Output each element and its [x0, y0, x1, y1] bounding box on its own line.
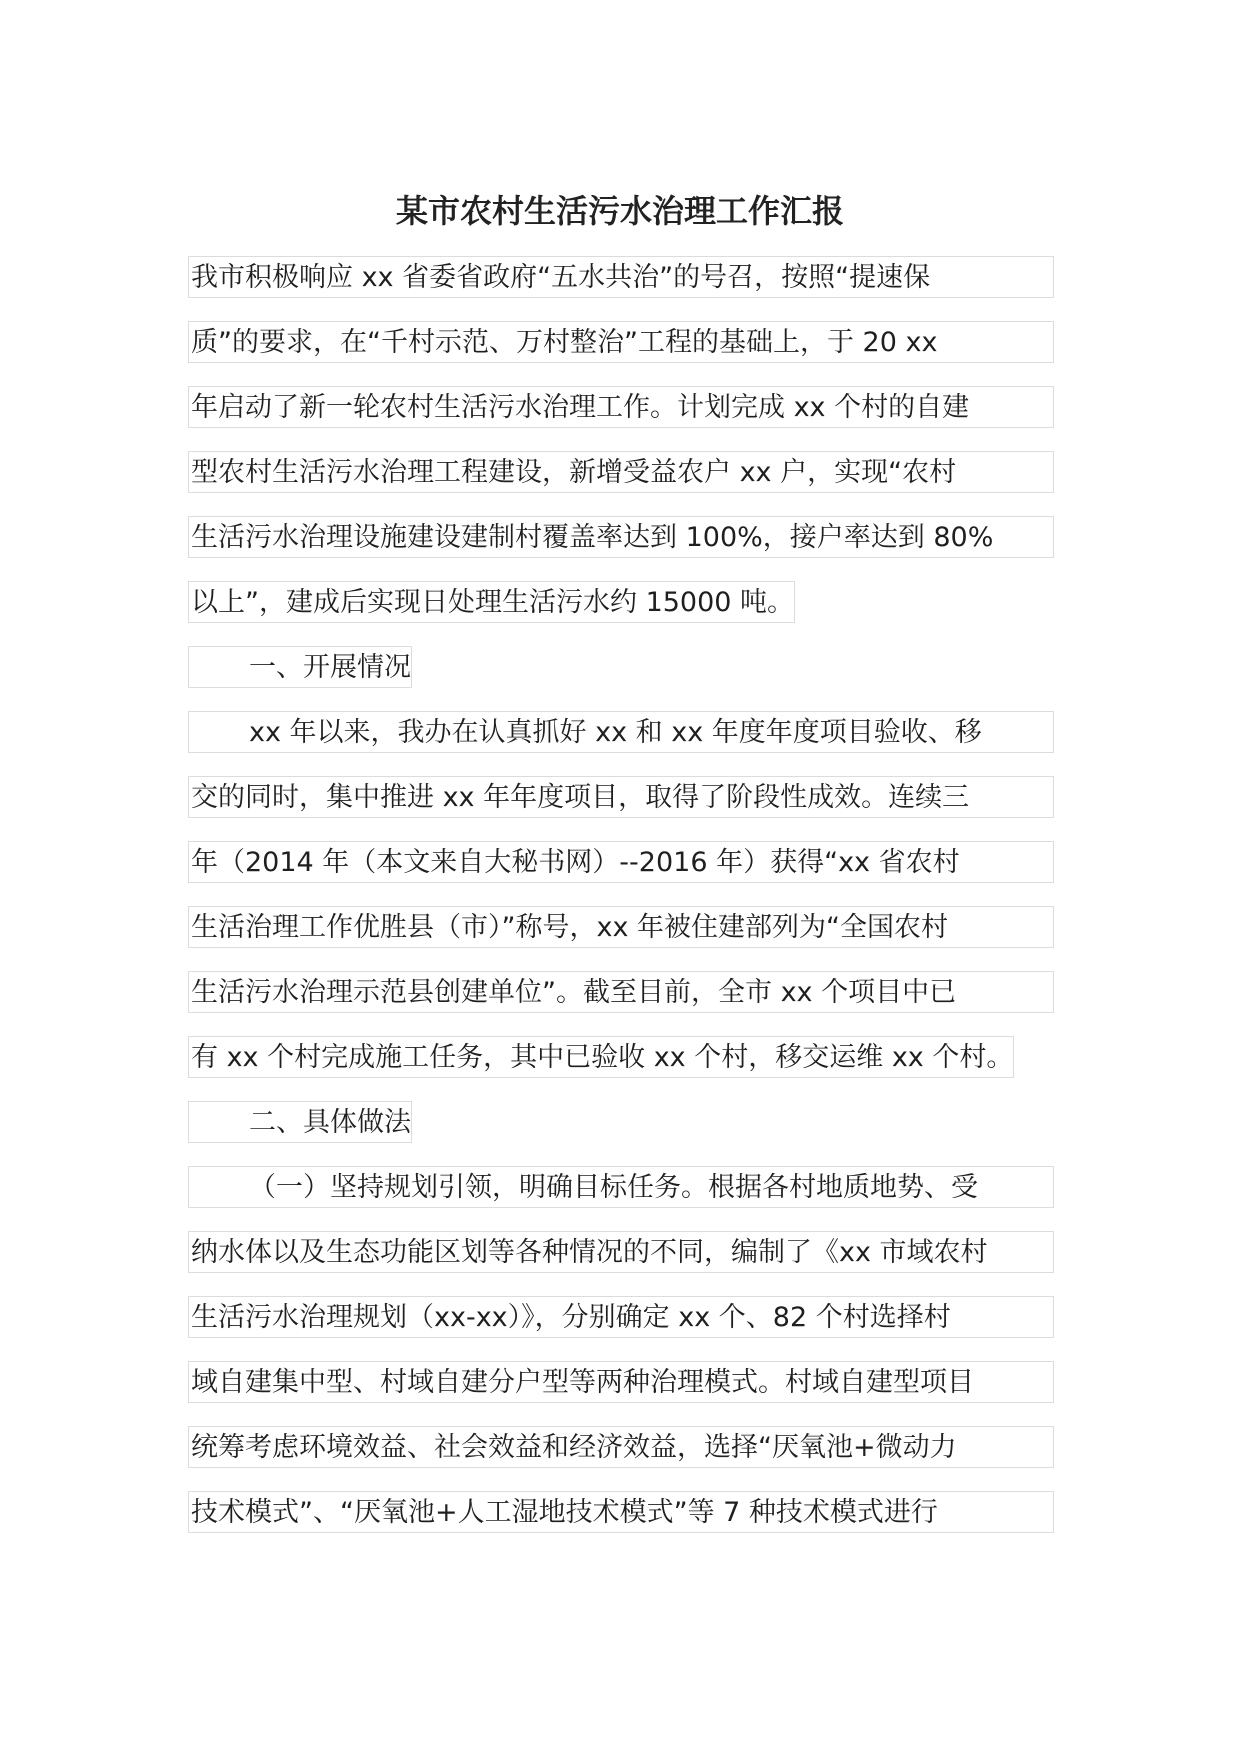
text-line-content: 统筹考虑环境效益、社会效益和经济效益，选择“厌氧池+微动力 — [188, 1426, 1054, 1468]
text-line-content: 质”的要求，在“千村示范、万村整治”工程的基础上，于 20 xx — [188, 321, 1054, 363]
document-title: 某市农村生活污水治理工作汇报 — [395, 192, 844, 230]
text-line — [188, 770, 1068, 835]
text-line — [188, 1290, 1068, 1355]
text-line — [188, 1030, 1068, 1095]
text-line-content: 生活污水治理规划（xx-xx）》，分别确定 xx 个、82 个村选择村 — [188, 1296, 1054, 1338]
text-line — [188, 380, 1068, 445]
text-line — [188, 1355, 1068, 1420]
text-line-content: 交的同时，集中推进 xx 年年度项目，取得了阶段性成效。连续三 — [188, 776, 1054, 818]
text-line — [188, 965, 1068, 1030]
text-line — [188, 510, 1068, 575]
text-line-content: 年（2014 年（本文来自大秘书网）--2016 年）获得“xx 省农村 — [188, 841, 1054, 883]
text-line — [188, 250, 1068, 315]
text-line — [188, 835, 1068, 900]
section-heading: 二、具体做法 — [188, 1101, 412, 1143]
text-line-content: 年启动了新一轮农村生活污水治理工作。计划完成 xx 个村的自建 — [188, 386, 1054, 428]
text-line-content: 以上”，建成后实现日处理生活污水约 15000 吨。 — [188, 581, 795, 623]
text-line-content: 型农村生活污水治理工程建设，新增受益农户 xx 户，实现“农村 — [188, 451, 1054, 493]
text-line — [188, 315, 1068, 380]
text-line-content: 有 xx 个村完成施工任务，其中已验收 xx 个村，移交运维 xx 个村。 — [188, 1036, 1014, 1078]
text-line — [188, 900, 1068, 965]
text-line — [188, 1485, 1068, 1550]
text-line-content: （一）坚持规划引领，明确目标任务。根据各村地质地势、受 — [188, 1166, 1054, 1208]
text-line — [188, 575, 1068, 640]
text-line-content: 纳水体以及生态功能区划等各种情况的不同，编制了《xx 市域农村 — [188, 1231, 1054, 1273]
text-line-content: 生活污水治理设施建设建制村覆盖率达到 100%，接户率达到 80% — [188, 516, 1054, 558]
text-line — [188, 1225, 1068, 1290]
document-body — [188, 250, 1068, 1550]
text-line-content: 生活治理工作优胜县（市）”称号，xx 年被住建部列为“全国农村 — [188, 906, 1054, 948]
text-line-content: 生活污水治理示范县创建单位”。截至目前，全市 xx 个项目中已 — [188, 971, 1054, 1013]
text-line-content: 技术模式”、“厌氧池+人工湿地技术模式”等 7 种技术模式进行 — [188, 1491, 1054, 1533]
text-line — [188, 445, 1068, 510]
text-line — [188, 705, 1068, 770]
text-line-content: 域自建集中型、村域自建分户型等两种治理模式。村域自建型项目 — [188, 1361, 1054, 1403]
text-line — [188, 1160, 1068, 1225]
text-line-content: 我市积极响应 xx 省委省政府“五水共治”的号召，按照“提速保 — [188, 256, 1054, 298]
section-heading: 一、开展情况 — [188, 646, 412, 688]
text-line — [188, 1420, 1068, 1485]
text-line-content: xx 年以来，我办在认真抓好 xx 和 xx 年度年度项目验收、移 — [188, 711, 1054, 753]
section-heading-line — [188, 640, 1068, 705]
section-heading-line — [188, 1095, 1068, 1160]
